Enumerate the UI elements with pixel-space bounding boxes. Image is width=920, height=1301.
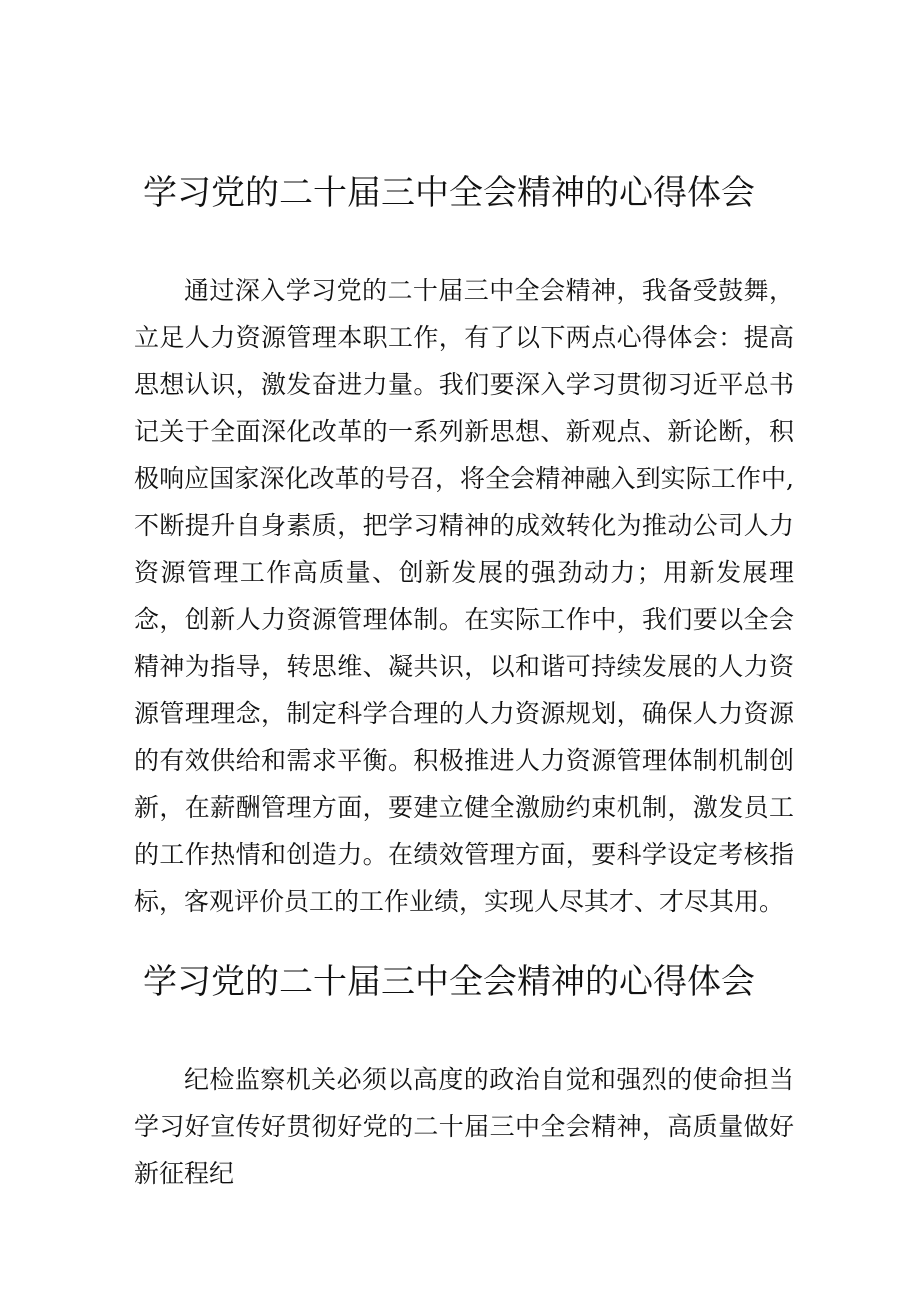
body-paragraph: 纪检监察机关必须以高度的政治自觉和强烈的使命担当学习好宣传好贯彻好党的二十届三中全会精神，高质量做好新征程纪 [134,1065,794,1188]
body-paragraph: 通过深入学习党的二十届三中全会精神，我备受鼓舞，立足人力资源管理本职工作，有了以下两点心得体会：提高思想认识，激发奋进力量。我们要深入学习贯彻习近平总书记关于全面深化改革的一系列新思想、新观点、新论断，积极响应国家深化改革的号召，将全会精神融入到实际工作中,不断提升自身素质，把学习精神的成效转化为推动公司人力资源管理工作高质量、创新发展的强劲动力；用新发展理念，创新人力资源管理体制。在实际工作中，我们要以全会精神为指导，转思维、凝共识，以和谐可持续发展的人力资源管理理念，制定科学合理的人力资源规划，确保人力资源的有效供给和需求平衡。积极推进人力资源管理体制机制创新，在薪酬管理方面，要建立健全激励约束机制，激发员工的工作热情和创造力。在绩效管理方面，要科学设定考核指标，客观评价员工的工作业绩，实现人尽其才、才尽其用。 [134,276,794,916]
section-title: 学习党的二十届三中全会精神的心得体会 [143,173,755,213]
section-title: 学习党的二十届三中全会精神的心得体会 [143,962,755,1002]
